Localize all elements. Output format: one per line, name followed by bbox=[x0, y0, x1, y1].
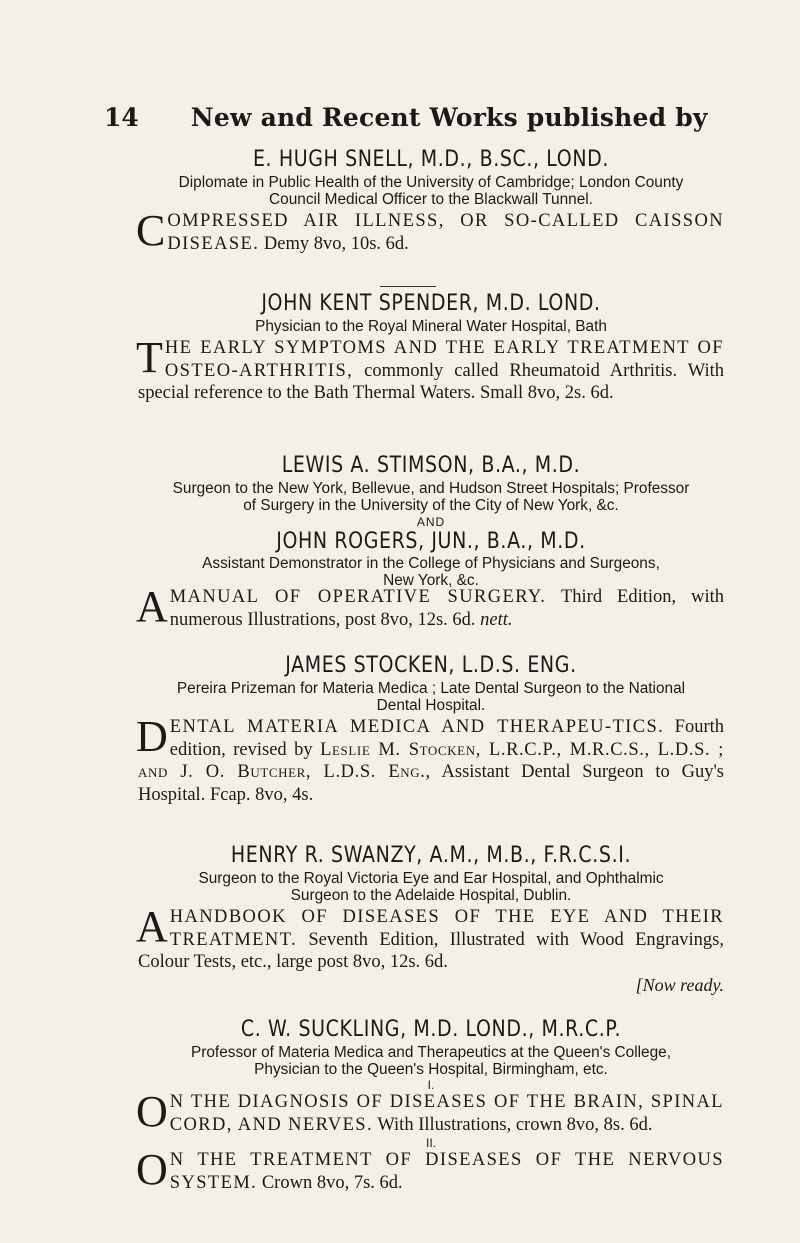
drop-cap: O bbox=[136, 1145, 168, 1194]
work-listing bbox=[136, 333, 725, 405]
credential-line: Professor of Materia Medica and Therapeutics at the Queen's College, bbox=[190, 1044, 672, 1061]
entry-stimson-rogers bbox=[138, 454, 724, 631]
author-credentials bbox=[138, 480, 724, 514]
credential-line: New York, &c. bbox=[383, 572, 479, 589]
work-numeral: II. bbox=[425, 1136, 436, 1150]
drop-cap: T bbox=[136, 333, 163, 382]
conjunction: AND bbox=[416, 515, 446, 529]
author-name: JOHN KENT SPENDER, M.D. LOND. bbox=[261, 290, 601, 316]
work-details: Third Edition, with numerous Illustrations, post 8vo, 12s. 6d. bbox=[169, 587, 724, 630]
work-details: Crown 8vo, 7s. 6d. bbox=[261, 1172, 403, 1193]
credential-line: Diplomate in Public Health of the University of Cambridge; London County bbox=[178, 174, 684, 191]
drop-cap: D bbox=[136, 712, 168, 761]
work-listing bbox=[136, 1087, 724, 1136]
credential-line: Physician to the Royal Mineral Water Hospital, Bath bbox=[255, 318, 607, 335]
section-divider bbox=[380, 286, 436, 287]
credential-line: Surgeon to the Royal Victoria Eye and Ear Hospital, and Ophthalmic bbox=[198, 870, 664, 887]
page-number: 14 bbox=[104, 103, 139, 132]
work-listing bbox=[136, 206, 724, 255]
author-credentials bbox=[138, 318, 724, 335]
work-details-prefix: Fourth edition, revised by bbox=[169, 717, 725, 760]
credential-line: Surgeon to the New York, Bellevue, and Hudson Street Hospitals; Professor bbox=[172, 480, 690, 497]
work-details: Assistant Dental Surgeon to Guy's Hospital. Fcap. 8vo, 4s. bbox=[138, 762, 724, 805]
work-listing bbox=[136, 582, 724, 631]
work-numeral: I. bbox=[427, 1078, 435, 1092]
work-title: HE EARLY SYMPTOMS AND THE EARLY TREATMENT OF OSTEO-ARTHRITIS, bbox=[164, 338, 724, 381]
drop-cap: O bbox=[136, 1087, 168, 1136]
work-details-italic: nett. bbox=[480, 609, 513, 630]
work-title: HANDBOOK OF DISEASES OF THE EYE AND THEIR TREATMENT. bbox=[169, 907, 724, 950]
credential-line: Assistant Demonstrator in the College of Physicians and Surgeons, bbox=[202, 555, 660, 572]
credential-line: Dental Hospital. bbox=[376, 697, 486, 714]
credential-line: Physician to the Queen's Hospital, Birmingham, etc. bbox=[254, 1061, 608, 1078]
author-credentials bbox=[138, 680, 724, 714]
drop-cap: A bbox=[136, 902, 168, 951]
work-details: With Illustrations, crown 8vo, 8s. 6d. bbox=[377, 1114, 653, 1135]
work-title: MANUAL OF OPERATIVE SURGERY. bbox=[169, 587, 547, 607]
running-title: New and Recent Works published by bbox=[190, 103, 708, 132]
author-name: JAMES STOCKEN, L.D.S. ENG. bbox=[285, 652, 577, 678]
availability-status: [Now ready. bbox=[635, 974, 724, 995]
work-title: ENTAL MATERIA MEDICA AND THERAPEU-TICS. bbox=[169, 717, 665, 737]
author-name: HENRY R. SWANZY, A.M., M.B., F.R.C.S.I. bbox=[230, 842, 632, 868]
entry-spender bbox=[138, 292, 724, 405]
work-title: N THE TREATMENT OF DISEASES OF THE NERVOUS SYSTEM. bbox=[169, 1150, 724, 1193]
entry-suckling bbox=[138, 1018, 724, 1194]
work-details: Demy 8vo, 10s. 6d. bbox=[263, 233, 409, 254]
second-author-credentials bbox=[138, 555, 724, 589]
work-listing bbox=[136, 712, 725, 806]
credential-line: Council Medical Officer to the Blackwall Tunnel. bbox=[269, 191, 593, 208]
work-details: Seventh Edition, Illustrated with Wood Engravings, Colour Tests, etc., large post 8vo, 12s. 6d. bbox=[138, 929, 725, 972]
author-credentials bbox=[138, 1044, 724, 1078]
work-title: N THE DIAGNOSIS OF DISEASES OF THE BRAIN, SPINAL CORD, AND NERVES. bbox=[169, 1092, 724, 1135]
credential-line: of Surgery in the University of the City of New York, &c. bbox=[243, 497, 619, 514]
author-credentials bbox=[138, 870, 724, 904]
author-name: C. W. SUCKLING, M.D. LOND., M.R.C.P. bbox=[240, 1016, 622, 1042]
credential-line: Pereira Prizeman for Materia Medica ; Late Dental Surgeon to the National bbox=[176, 680, 686, 697]
author-name: E. HUGH SNELL, M.D., B.SC., LOND. bbox=[252, 146, 610, 172]
entry-snell bbox=[138, 148, 724, 255]
drop-cap: C bbox=[136, 206, 166, 255]
author-name: LEWIS A. STIMSON, B.A., M.D. bbox=[281, 452, 581, 478]
entry-stocken bbox=[138, 654, 724, 806]
work-listing bbox=[136, 1145, 724, 1194]
work-title: OMPRESSED AIR ILLNESS, OR SO-CALLED CAISSON DISEASE. bbox=[167, 211, 724, 254]
work-listing bbox=[136, 902, 725, 974]
drop-cap: A bbox=[136, 582, 168, 631]
running-head bbox=[104, 103, 744, 132]
work-details: commonly called Rheumatoid Arthritis. With special reference to the Bath Thermal Waters. Small 8vo, 2s. 6d. bbox=[138, 360, 725, 403]
entry-swanzy bbox=[138, 844, 724, 996]
author-credentials bbox=[138, 174, 724, 208]
work-contributors: Leslie M. Stocken, L.R.C.P., M.R.C.S., L.D.S. ; and J. O. Butcher, L.D.S. Eng., bbox=[138, 739, 724, 782]
credential-line: Surgeon to the Adelaide Hospital, Dublin. bbox=[290, 887, 572, 904]
second-author-name: JOHN ROGERS, JUN., B.A., M.D. bbox=[276, 528, 586, 554]
